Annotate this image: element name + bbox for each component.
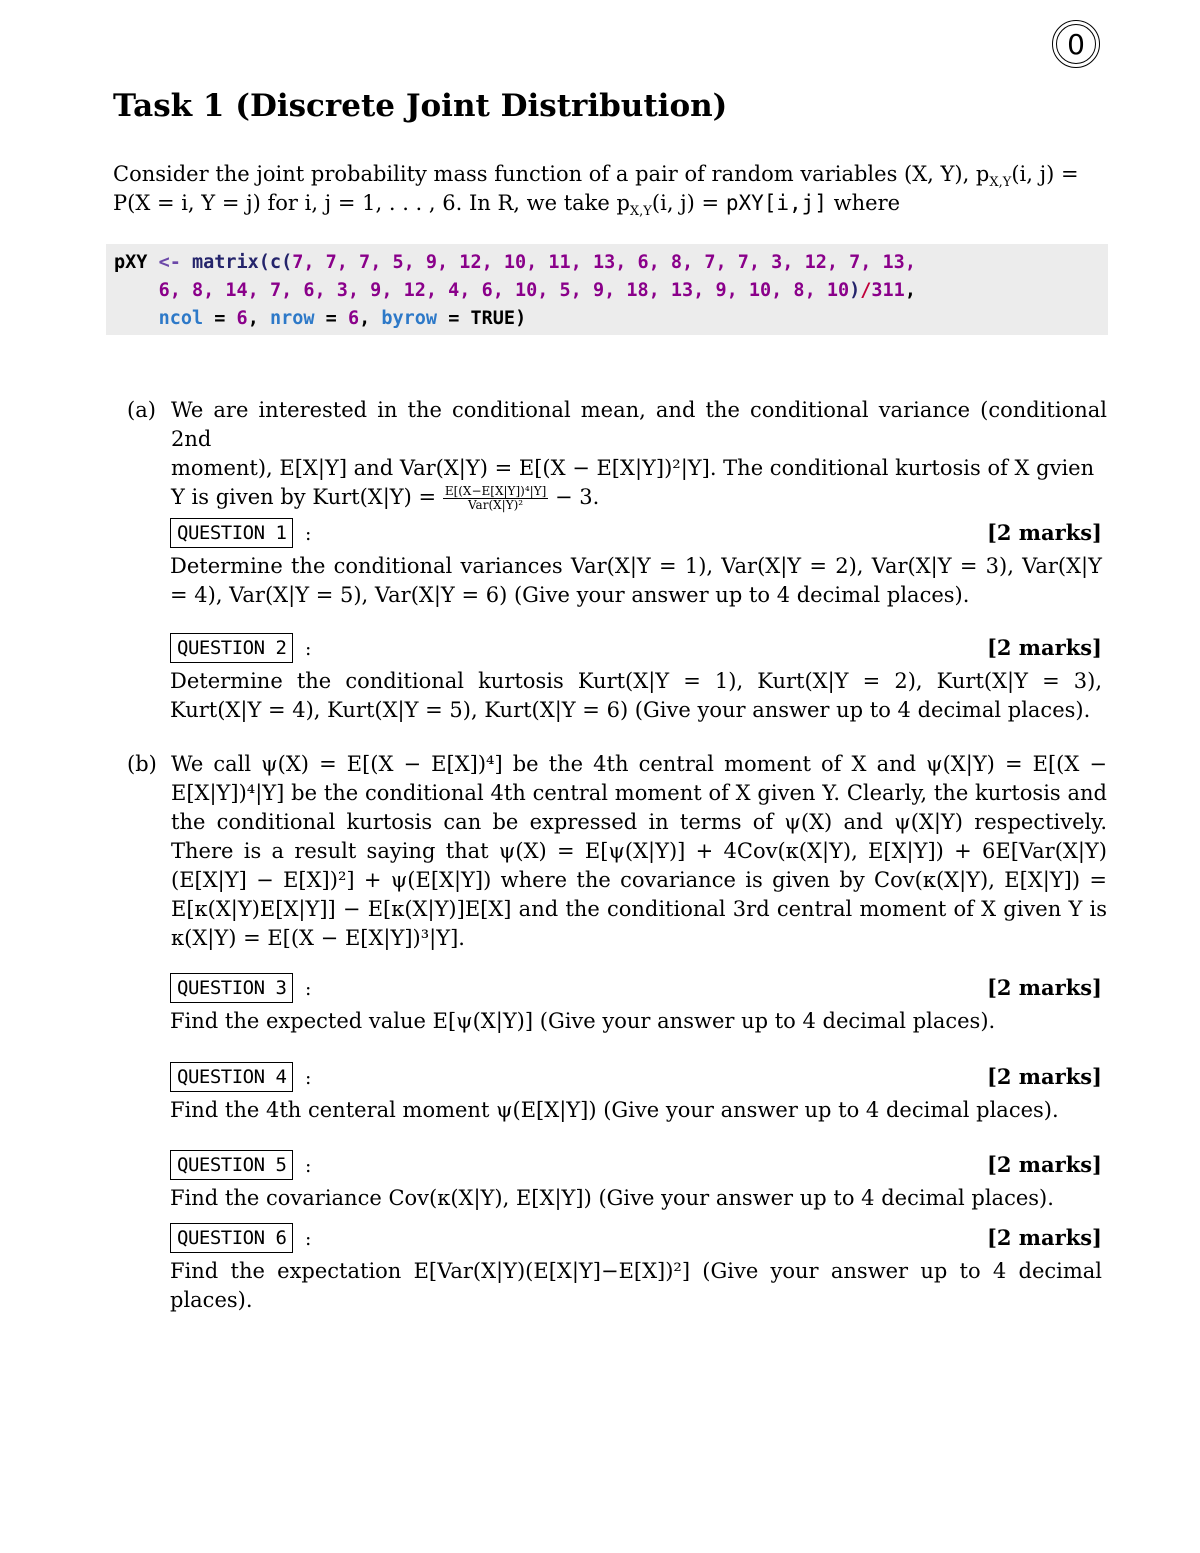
intro-line-1 [113,160,1103,189]
code-denominator: 311 [871,280,905,301]
question-5-text: Find the covariance Cov(κ(X|Y), E[X|Y]) (Give your answer up to 4 decimal places). [170,1186,1054,1210]
intro-paragraph [113,160,1103,218]
question-6-label: QUESTION 6 [170,1223,293,1253]
code-nrow-arg: nrow [269,308,315,329]
code-assign-operator: <- [158,252,181,273]
page-number-badge: 0 [1052,20,1100,68]
part-a-line-2: moment), E[X|Y] and Var(X|Y) = E[(X − E[X|Y])²|Y]. The conditional kurtosis of X gvien [171,456,1095,480]
code-variable: pXY [114,252,148,273]
code-values-row-2: 6, 8, 14, 7, 6, 3, 9, 12, 4, 6, 10, 5, 9, 18, 13, 9, 10, 8, 10 [158,280,850,301]
code-function-call: matrix(c( [191,252,293,273]
code-byrow-arg: byrow [381,308,438,329]
question-2 [170,633,1102,725]
code-nrow-value: 6 [347,308,360,329]
question-4-marks: [2 marks] [986,1064,1102,1089]
question-1 [170,518,1102,610]
code-values-row-1: 7, 7, 7, 5, 9, 12, 10, 11, 13, 6, 8, 7, 7, 3, 12, 7, 13, [292,252,916,273]
question-6-marks: [2 marks] [986,1225,1102,1250]
code-byrow-value: TRUE [470,308,516,329]
question-4-text: Find the 4th centeral moment ψ(E[X|Y]) (Give your answer up to 4 decimal places). [170,1098,1059,1122]
question-5-colon: : [305,1155,312,1177]
intro-line-2 [113,189,1103,218]
question-1-colon: : [305,523,312,545]
part-a-line-3-end: − 3. [555,485,600,509]
intro-line-1-text: Consider the joint probability mass function of a pair of random variables (X, Y), p [113,162,990,186]
kurtosis-numerator: E[(X−E[X|Y])⁴|Y] [444,484,547,498]
part-a-label: (a) [127,398,156,422]
code-divide-operator: / [860,280,872,301]
part-a-text [171,396,1107,512]
question-3-colon: : [305,978,312,1000]
part-b-label: (b) [127,752,157,776]
part-b-text: We call ψ(X) = E[(X − E[X])⁴] be the 4th central moment of X and ψ(X|Y) = E[(X − E[X|Y])⁴|Y] be the conditional 4th central moment of X given Y. Clearly, the kurtosis and the conditional kurtosis can be expressed in terms of ψ(X) and ψ(X|Y) respectively. There is a result saying that ψ(X) = E[ψ(X|Y)] + 4Cov(κ(X|Y), E[X|Y]) + 6E[Var(X|Y)(E[X|Y] − E[X])²] + ψ(E[X|Y]) where the covariance is given by Cov(κ(X|Y), E[X|Y]) = E[κ(X|Y)E[X|Y]] − E[κ(X|Y)]E[X] and the conditional 3rd central moment of X given Y is κ(X|Y) = E[(X − E[X|Y])³|Y]. [171,752,1107,950]
question-4 [170,1062,1102,1125]
kurtosis-denominator: Var(X|Y)² [467,498,524,512]
kurtosis-fraction [443,485,549,512]
question-6-text: Find the expectation E[Var(X|Y)(E[X|Y]−E[X])²] (Give your answer up to 4 decimal places). [170,1259,1102,1312]
question-5 [170,1150,1102,1213]
question-3-marks: [2 marks] [986,975,1102,1000]
page-title: Task 1 (Discrete Joint Distribution) [113,88,728,124]
part-a-line-3 [171,483,1107,512]
question-4-label: QUESTION 4 [170,1062,293,1092]
question-1-marks: [2 marks] [986,520,1102,545]
question-5-label: QUESTION 5 [170,1150,293,1180]
question-2-text: Determine the conditional kurtosis Kurt(X|Y = 1), Kurt(X|Y = 2), Kurt(X|Y = 3), Kurt(X|Y = 4), Kurt(X|Y = 5), Kurt(X|Y = 6) (Give your answer up to 4 decimal places). [170,669,1102,722]
intro-line-1-sub: X,Y [989,175,1012,191]
question-2-label: QUESTION 2 [170,633,293,663]
question-6 [170,1223,1102,1315]
r-code-block: pXY <- matrix(c(7, 7, 7, 5, 9, 12, 10, 11, 13, 6, 8, 7, 7, 3, 12, 7, 13, 6, 8, 14, 7, 6, 3, 9, 12, 4, 6, 10, 5, 9, 18, 13, 9, 10, 8, 10)/311, ncol = 6, nrow = 6, byrow = TRUE) [106,244,1108,335]
question-3-text: Find the expected value E[ψ(X|Y)] (Give your answer up to 4 decimal places). [170,1009,996,1033]
question-6-colon: : [305,1228,312,1250]
intro-inline-code: pXY[i,j] [725,191,827,215]
code-close-paren: ) [849,280,861,301]
part-a-line-1: We are interested in the conditional mean, and the conditional variance (conditional 2nd [171,398,1107,451]
code-ncol-arg: ncol [158,308,204,329]
question-1-text: Determine the conditional variances Var(X|Y = 1), Var(X|Y = 2), Var(X|Y = 3), Var(X|Y = 4), Var(X|Y = 5), Var(X|Y = 6) (Give your answer up to 4 decimal places). [170,554,1102,607]
part-a-line-3-start: Y is given by Kurt(X|Y) = [171,485,437,509]
question-4-colon: : [305,1067,312,1089]
question-1-label: QUESTION 1 [170,518,293,548]
intro-line-2-text: P(X = i, Y = j) for i, j = 1, . . . , 6. In R, we take p [113,191,630,215]
question-2-marks: [2 marks] [986,635,1102,660]
code-ncol-value: 6 [236,308,248,329]
question-2-colon: : [305,638,312,660]
question-3 [170,973,1102,1036]
intro-line-1-end: (i, j) = [1011,162,1079,186]
question-5-marks: [2 marks] [986,1152,1102,1177]
intro-line-2-mid: (i, j) = [651,191,726,215]
intro-line-2-sub: X,Y [629,204,652,220]
question-3-label: QUESTION 3 [170,973,293,1003]
intro-line-2-end: where [826,191,901,215]
